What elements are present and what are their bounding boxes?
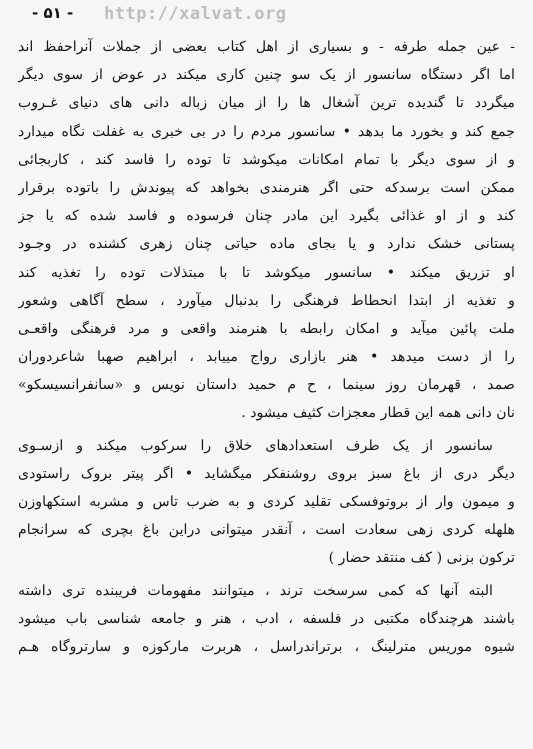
paragraph <box>18 432 515 573</box>
text-line: جمع کند و بخورد ما بدهد • سانسور مردم را در بی خبری به غفلت نگاه میدارد <box>18 123 515 140</box>
paragraph <box>18 577 515 662</box>
text-line: و میمون وار از بروتوفسکی تقلید کردی و به ضرب تاس و مشربه استکهاوزن <box>18 494 515 510</box>
text-line: دیگر دری از باغ سبز بروی روشنفکر میگشاید • اگر پیتر بروک راستودی <box>18 465 515 482</box>
text-line: - عین جمله طرفه - و بسیاری از اهل کتاب بعضی از جملات آنراحفظ اند <box>18 39 515 55</box>
watermark-url: http://xalvat.org <box>104 4 287 24</box>
text-line: باشند هرچندگاه مکتبی در فلسفه ، ادب ، هنر و جامعه شناسی باب میشود <box>18 610 515 627</box>
page-number: - ۵۱ - <box>32 4 74 22</box>
text-line: او تزریق میکند • سانسور میکوشد تا با مبتذلات توده را تغذیه کند <box>18 264 515 281</box>
paragraph <box>18 33 515 428</box>
text-line: هلهله کردی زهی سعادت است ، آنقدر میتوانی دراین باغ بچری که سرانجام <box>18 522 515 539</box>
text-line: کند و از او غذائی بگیرد این مادر چنان فرسوده و فاسد شده که یا جز <box>18 208 515 225</box>
text-line: و تغذیه از ابتدا انحطاط فرهنگی را بدنبال میآورد ، سطح آگاهی وشعور <box>18 292 515 309</box>
text-line: صمد ، قهرمان روز سینما ، ح م حمید داستان نویس و «سانفرانسیسکو» <box>18 377 515 394</box>
page-header <box>30 4 503 26</box>
text-line: شیوه موریس مترلینگ ، برتراندراسل ، هربرت مارکوزه و سارتروگاه هـم <box>18 638 515 655</box>
text-line: اما اگر دستگاه سانسور از یک سو چنین کاری میکند در عوض از سوی دیگر <box>18 67 515 84</box>
text-line: ترکون بزنی ( کف منتقد حضار ) <box>328 550 515 567</box>
text-line: البته آنها که کمی سرسخت ترند ، میتوانند مفهومات فریبنده تری داشته <box>18 582 493 599</box>
body-text <box>18 33 515 661</box>
text-line: ممکن است برسدکه حتی اگر هنرمندی بخواهد که پیوندش را باتوده برقرار <box>18 179 515 196</box>
text-line: نان دانی همه این قطار معجزات کثیف میشود . <box>241 405 515 422</box>
text-line: ملت پائین میآید و امکان رابطه با هنرمند واقعی و مرد فرهنگی واقعـی <box>18 320 515 337</box>
text-line: میگردد تا گندیده ترین آشغال ها را از میان زباله دانی های دنیای غـروب <box>18 95 515 112</box>
text-line: پستانی خشک ندارد و یا بجای ماده حیاتی چنان زهری کشنده در وجـود <box>18 236 515 253</box>
text-line: را از دست میدهد • هنر بازاری رواج مییابد ، ابراهیم صهبا شاعردوران <box>18 349 515 366</box>
text-line: و از سوی دیگر با تمام امکانات میکوشد تا توده را فاسد کند ، کاربجائی <box>18 151 515 168</box>
text-line: سانسور از یک طرف استعدادهای خلاق را سرکوب میکند و ازسـوی <box>18 437 493 454</box>
